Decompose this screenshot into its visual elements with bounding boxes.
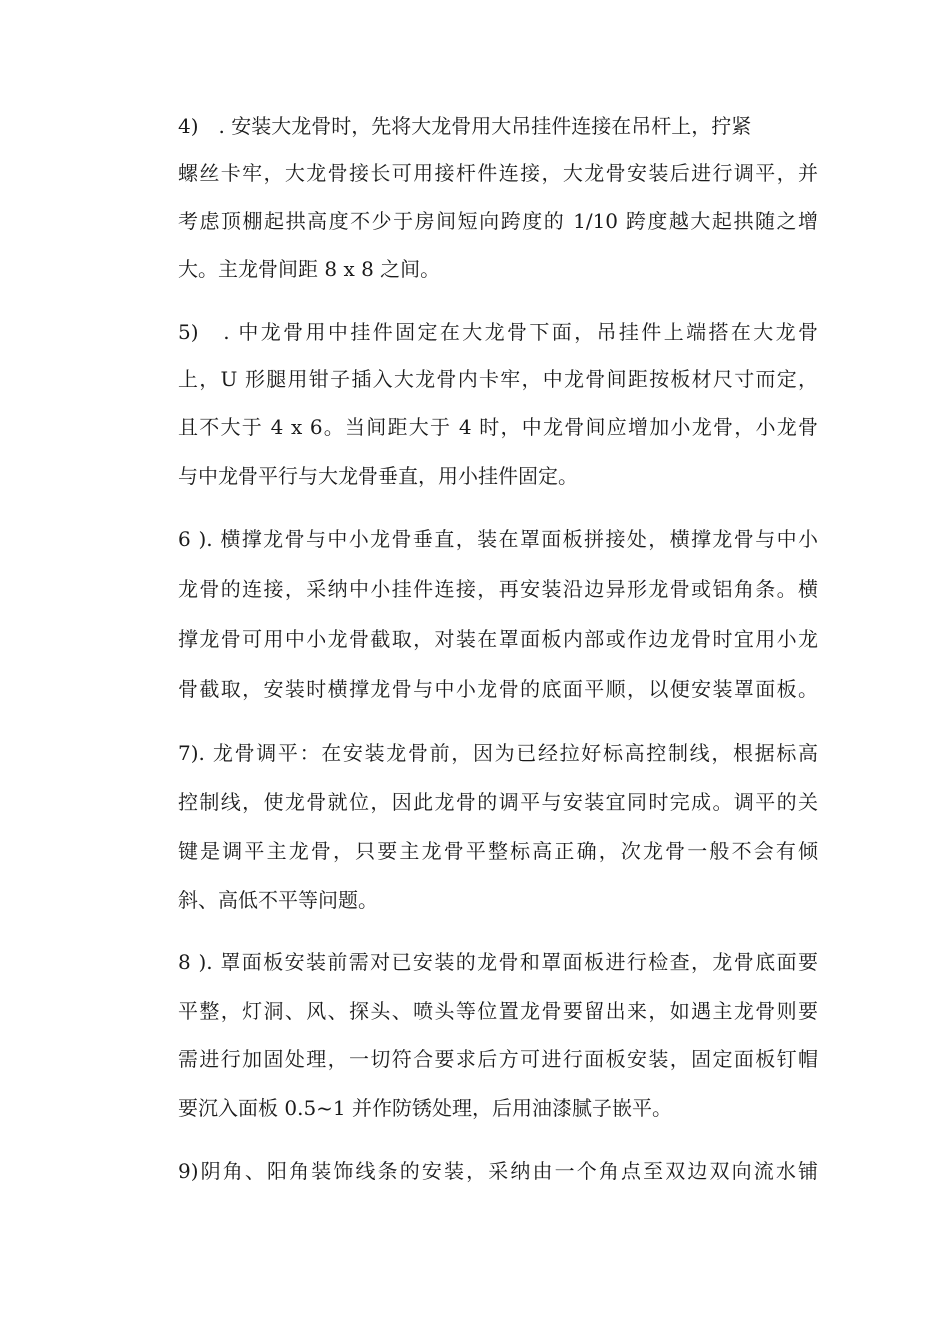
text-line: 平整，灯洞、风、探头、喷头等位置龙骨要留出来，如遇主龙骨则要 <box>178 999 818 1023</box>
text-line: 龙骨的连接，采纳中小挂件连接，再安装沿边异形龙骨或铝角条。横 <box>178 577 818 601</box>
text-line: 与中龙骨平行与大龙骨垂直，用小挂件固定。 <box>178 464 578 488</box>
text-line: 且不大于 4 x 6。当间距大于 4 时，中龙骨间应增加小龙骨，小龙骨 <box>178 415 818 439</box>
text-line: 骨截取，安装时横撑龙骨与中小龙骨的底面平顺，以便安装罩面板。 <box>178 677 818 701</box>
text-line: 斜、高低不平等问题。 <box>178 888 378 912</box>
text-line: 螺丝卡牢，大龙骨接长可用接杆件连接，大龙骨安装后进行调平，并 <box>178 161 818 185</box>
text-line: 撑龙骨可用中小龙骨截取，对装在罩面板内部或作边龙骨时宜用小龙 <box>178 627 818 651</box>
text-line: 键是调平主龙骨，只要主龙骨平整标高正确，次龙骨一般不会有倾 <box>178 839 818 863</box>
text-line: 控制线，使龙骨就位，因此龙骨的调平与安装宜同时完成。调平的关 <box>178 790 818 814</box>
text-line: 考虑顶棚起拱高度不少于房间短向跨度的 1/10 跨度越大起拱随之增 <box>178 209 818 233</box>
text-line: 4) . 安装大龙骨时，先将大龙骨用大吊挂件连接在吊杆上，拧紧 <box>178 114 752 138</box>
text-line: 9)阴角、阳角装饰线条的安装，采纳由一个角点至双边双向流水铺 <box>178 1159 818 1183</box>
text-line: 7). 龙骨调平：在安装龙骨前，因为已经拉好标高控制线，根据标高 <box>178 741 818 765</box>
text-line: 要沉入面板 0.5~1 并作防锈处理，后用油漆腻子嵌平。 <box>178 1096 673 1120</box>
text-line: 上，U 形腿用钳子插入大龙骨内卡牢，中龙骨间距按板材尺寸而定， <box>178 367 818 391</box>
text-line: 6 ). 横撑龙骨与中小龙骨垂直，装在罩面板拼接处，横撑龙骨与中小 <box>178 527 818 551</box>
text-line: 8 ). 罩面板安装前需对已安装的龙骨和罩面板进行检查，龙骨底面要 <box>178 950 818 974</box>
text-line: 5) . 中龙骨用中挂件固定在大龙骨下面，吊挂件上端搭在大龙骨 <box>178 320 818 344</box>
text-line: 需进行加固处理，一切符合要求后方可进行面板安装，固定面板钉帽 <box>178 1047 818 1071</box>
text-line: 大。主龙骨间距 8 x 8 之间。 <box>178 257 441 281</box>
